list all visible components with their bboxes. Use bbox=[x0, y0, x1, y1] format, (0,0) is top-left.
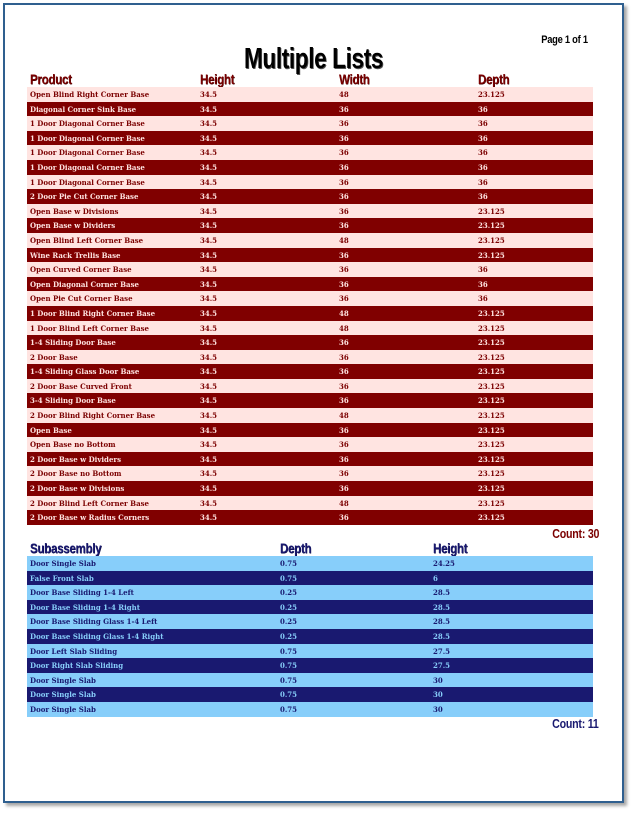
height-value: 34.5 bbox=[200, 338, 218, 348]
product-name: 1 Door Blind Right Corner Base bbox=[30, 308, 156, 318]
product-name: 2 Door Blind Right Corner Base bbox=[30, 411, 156, 421]
height-value: 30 bbox=[433, 675, 443, 685]
depth-value: 0.75 bbox=[280, 704, 298, 714]
height-value: 27.5 bbox=[433, 646, 451, 656]
product-name: Open Pie Cut Corner Base bbox=[30, 294, 133, 304]
subassembly-count: Count: 11 bbox=[552, 716, 599, 731]
table-row bbox=[27, 437, 593, 452]
width-value: 48 bbox=[339, 411, 349, 421]
table-row bbox=[27, 496, 593, 511]
product-name: Diagonal Corner Sink Base bbox=[30, 104, 137, 114]
width-value: 36 bbox=[339, 250, 349, 260]
product-name: Open Base no Bottom bbox=[30, 440, 116, 450]
height-value: 34.5 bbox=[200, 177, 218, 187]
depth-value: 23.125 bbox=[478, 381, 505, 391]
col-header-height: Height bbox=[200, 71, 235, 87]
height-value: 34.5 bbox=[200, 90, 218, 99]
height-value: 34.5 bbox=[200, 352, 218, 362]
height-value: 34.5 bbox=[200, 162, 218, 172]
width-value: 36 bbox=[339, 192, 349, 202]
table-row bbox=[27, 277, 593, 292]
depth-value: 36 bbox=[478, 265, 488, 275]
height-value: 6 bbox=[433, 573, 438, 583]
table-row bbox=[27, 687, 593, 702]
depth-value: 23.125 bbox=[478, 498, 505, 508]
depth-value: 36 bbox=[478, 119, 488, 129]
height-value: 30 bbox=[433, 704, 443, 714]
width-value: 36 bbox=[339, 352, 349, 362]
depth-value: 36 bbox=[478, 279, 488, 289]
table-row bbox=[27, 175, 593, 190]
width-value: 36 bbox=[339, 381, 349, 391]
product-list-header bbox=[27, 71, 593, 87]
subassembly-name: Door Base Sliding Glass 1-4 Right bbox=[30, 631, 164, 641]
product-name: Open Base w Dividers bbox=[30, 221, 116, 231]
product-name: Open Diagonal Corner Base bbox=[30, 279, 139, 289]
height-value: 34.5 bbox=[200, 250, 218, 260]
product-name: Open Blind Right Corner Base bbox=[30, 90, 150, 99]
height-value: 34.5 bbox=[200, 148, 218, 158]
col-header-height: Height bbox=[433, 540, 468, 556]
product-name: 2 Door Blind Left Corner Base bbox=[30, 498, 149, 508]
subassembly-name: Door Single Slab bbox=[30, 704, 96, 714]
height-value: 34.5 bbox=[200, 396, 218, 406]
height-value: 34.5 bbox=[200, 133, 218, 143]
depth-value: 23.125 bbox=[478, 454, 505, 464]
depth-value: 0.25 bbox=[280, 631, 298, 641]
height-value: 28.5 bbox=[433, 617, 451, 627]
depth-value: 23.125 bbox=[478, 308, 505, 318]
depth-value: 36 bbox=[478, 148, 488, 158]
width-value: 36 bbox=[339, 425, 349, 435]
depth-value: 23.125 bbox=[478, 425, 505, 435]
height-value: 30 bbox=[433, 690, 443, 700]
depth-value: 23.125 bbox=[478, 484, 505, 494]
height-value: 28.5 bbox=[433, 602, 451, 612]
table-row bbox=[27, 102, 593, 117]
depth-value: 0.75 bbox=[280, 573, 298, 583]
width-value: 36 bbox=[339, 338, 349, 348]
width-value: 36 bbox=[339, 396, 349, 406]
table-row bbox=[27, 291, 593, 306]
depth-value: 23.125 bbox=[478, 513, 505, 523]
height-value: 34.5 bbox=[200, 498, 218, 508]
width-value: 36 bbox=[339, 469, 349, 479]
col-header-subassembly: Subassembly bbox=[30, 540, 102, 556]
width-value: 36 bbox=[339, 294, 349, 304]
product-name: 1-4 Sliding Door Base bbox=[30, 338, 116, 348]
height-value: 34.5 bbox=[200, 484, 218, 494]
table-row bbox=[27, 702, 593, 717]
depth-value: 23.125 bbox=[478, 235, 505, 245]
table-row bbox=[27, 452, 593, 467]
height-value: 24.25 bbox=[433, 559, 455, 568]
width-value: 36 bbox=[339, 206, 349, 216]
height-value: 28.5 bbox=[433, 631, 451, 641]
depth-value: 36 bbox=[478, 104, 488, 114]
depth-value: 23.125 bbox=[478, 469, 505, 479]
table-row bbox=[27, 481, 593, 496]
height-value: 34.5 bbox=[200, 104, 218, 114]
width-value: 36 bbox=[339, 119, 349, 129]
height-value: 34.5 bbox=[200, 206, 218, 216]
depth-value: 23.125 bbox=[478, 367, 505, 377]
product-name: 2 Door Pie Cut Corner Base bbox=[30, 192, 139, 202]
height-value: 34.5 bbox=[200, 323, 218, 333]
height-value: 34.5 bbox=[200, 367, 218, 377]
width-value: 36 bbox=[339, 177, 349, 187]
width-value: 36 bbox=[339, 221, 349, 231]
table-row bbox=[27, 364, 593, 379]
depth-value: 23.125 bbox=[478, 323, 505, 333]
table-row bbox=[27, 262, 593, 277]
table-row bbox=[27, 658, 593, 673]
col-header-product: Product bbox=[30, 71, 72, 87]
depth-value: 23.125 bbox=[478, 411, 505, 421]
table-row bbox=[27, 131, 593, 146]
table-row bbox=[27, 233, 593, 248]
product-name: Open Curved Corner Base bbox=[30, 265, 132, 275]
width-value: 36 bbox=[339, 265, 349, 275]
width-value: 36 bbox=[339, 367, 349, 377]
width-value: 48 bbox=[339, 308, 349, 318]
depth-value: 0.75 bbox=[280, 646, 298, 656]
product-name: 1 Door Diagonal Corner Base bbox=[30, 119, 145, 129]
report-title: Multiple Lists bbox=[243, 43, 384, 75]
depth-value: 0.25 bbox=[280, 617, 298, 627]
table-row bbox=[27, 600, 593, 615]
depth-value: 0.75 bbox=[280, 690, 298, 700]
subassembly-name: Door Left Slab Sliding bbox=[30, 646, 118, 656]
width-value: 48 bbox=[339, 323, 349, 333]
width-value: 36 bbox=[339, 133, 349, 143]
depth-value: 36 bbox=[478, 133, 488, 143]
product-name: 1-4 Sliding Glass Door Base bbox=[30, 367, 140, 377]
width-value: 48 bbox=[339, 90, 349, 99]
depth-value: 23.125 bbox=[478, 90, 505, 99]
width-value: 36 bbox=[339, 440, 349, 450]
depth-value: 0.75 bbox=[280, 559, 298, 568]
width-value: 36 bbox=[339, 148, 349, 158]
table-row bbox=[27, 321, 593, 336]
table-row bbox=[27, 408, 593, 423]
height-value: 34.5 bbox=[200, 308, 218, 318]
product-name: 1 Door Diagonal Corner Base bbox=[30, 148, 145, 158]
depth-value: 23.125 bbox=[478, 221, 505, 231]
product-name: 1 Door Diagonal Corner Base bbox=[30, 133, 145, 143]
height-value: 34.5 bbox=[200, 454, 218, 464]
product-name: 2 Door Base w Radius Corners bbox=[30, 513, 150, 523]
product-name: 1 Door Diagonal Corner Base bbox=[30, 177, 145, 187]
table-row bbox=[27, 629, 593, 644]
subassembly-name: Door Single Slab bbox=[30, 675, 96, 685]
width-value: 36 bbox=[339, 484, 349, 494]
col-header-depth: Depth bbox=[478, 71, 510, 87]
height-value: 34.5 bbox=[200, 425, 218, 435]
subassembly-name: Door Base Sliding 1-4 Left bbox=[30, 588, 134, 598]
subassembly-list-header bbox=[27, 540, 593, 556]
subassembly-name: Door Base Sliding 1-4 Right bbox=[30, 602, 140, 612]
table-row bbox=[27, 556, 593, 571]
width-value: 48 bbox=[339, 235, 349, 245]
depth-value: 23.125 bbox=[478, 206, 505, 216]
depth-value: 0.25 bbox=[280, 588, 298, 598]
product-rows bbox=[27, 87, 593, 525]
table-row bbox=[27, 145, 593, 160]
table-row bbox=[27, 379, 593, 394]
height-value: 34.5 bbox=[200, 469, 218, 479]
depth-value: 23.125 bbox=[478, 352, 505, 362]
height-value: 27.5 bbox=[433, 661, 451, 671]
table-row bbox=[27, 116, 593, 131]
width-value: 36 bbox=[339, 279, 349, 289]
product-name: Open Base w Divisions bbox=[30, 206, 119, 216]
table-row bbox=[27, 87, 593, 102]
height-value: 28.5 bbox=[433, 588, 451, 598]
width-value: 36 bbox=[339, 513, 349, 523]
depth-value: 36 bbox=[478, 192, 488, 202]
table-row bbox=[27, 335, 593, 350]
subassembly-name: Door Base Sliding Glass 1-4 Left bbox=[30, 617, 158, 627]
table-row bbox=[27, 585, 593, 600]
height-value: 34.5 bbox=[200, 381, 218, 391]
subassembly-name: Door Single Slab bbox=[30, 559, 96, 568]
height-value: 34.5 bbox=[200, 235, 218, 245]
width-value: 36 bbox=[339, 104, 349, 114]
product-name: 2 Door Base w Divisions bbox=[30, 484, 125, 494]
table-row bbox=[27, 204, 593, 219]
table-row bbox=[27, 218, 593, 233]
subassembly-name: Door Right Slab Sliding bbox=[30, 661, 124, 671]
depth-value: 36 bbox=[478, 294, 488, 304]
depth-value: 23.125 bbox=[478, 396, 505, 406]
subassembly-name: Door Single Slab bbox=[30, 690, 96, 700]
depth-value: 23.125 bbox=[478, 338, 505, 348]
product-name: Open Base bbox=[30, 425, 72, 435]
height-value: 34.5 bbox=[200, 411, 218, 421]
subassembly-name: False Front Slab bbox=[30, 573, 94, 583]
depth-value: 36 bbox=[478, 162, 488, 172]
height-value: 34.5 bbox=[200, 119, 218, 129]
table-row bbox=[27, 510, 593, 525]
depth-value: 36 bbox=[478, 177, 488, 187]
table-row bbox=[27, 306, 593, 321]
product-list bbox=[27, 71, 593, 525]
table-row bbox=[27, 466, 593, 481]
product-name: 2 Door Base w Dividers bbox=[30, 454, 122, 464]
table-row bbox=[27, 423, 593, 438]
table-row bbox=[27, 248, 593, 263]
table-row bbox=[27, 189, 593, 204]
col-header-width: Width bbox=[339, 71, 370, 87]
product-name: Wine Rack Trellis Base bbox=[30, 250, 121, 260]
table-row bbox=[27, 571, 593, 586]
width-value: 36 bbox=[339, 162, 349, 172]
table-row bbox=[27, 614, 593, 629]
subassembly-list bbox=[27, 540, 593, 717]
subassembly-rows bbox=[27, 556, 593, 717]
height-value: 34.5 bbox=[200, 279, 218, 289]
col-header-depth: Depth bbox=[280, 540, 312, 556]
product-name: 1 Door Blind Left Corner Base bbox=[30, 323, 149, 333]
product-name: 2 Door Base no Bottom bbox=[30, 469, 122, 479]
product-name: 3-4 Sliding Door Base bbox=[30, 396, 116, 406]
height-value: 34.5 bbox=[200, 294, 218, 304]
table-row bbox=[27, 673, 593, 688]
width-value: 36 bbox=[339, 454, 349, 464]
product-name: 2 Door Base bbox=[30, 352, 78, 362]
table-row bbox=[27, 350, 593, 365]
depth-value: 0.75 bbox=[280, 661, 298, 671]
height-value: 34.5 bbox=[200, 513, 218, 523]
table-row bbox=[27, 393, 593, 408]
width-value: 48 bbox=[339, 498, 349, 508]
table-row bbox=[27, 644, 593, 659]
product-name: 2 Door Base Curved Front bbox=[30, 381, 132, 391]
table-row bbox=[27, 160, 593, 175]
depth-value: 23.125 bbox=[478, 250, 505, 260]
product-name: 1 Door Diagonal Corner Base bbox=[30, 162, 145, 172]
depth-value: 0.75 bbox=[280, 675, 298, 685]
depth-value: 0.25 bbox=[280, 602, 298, 612]
product-count: Count: 30 bbox=[552, 526, 599, 541]
height-value: 34.5 bbox=[200, 440, 218, 450]
height-value: 34.5 bbox=[200, 265, 218, 275]
page-number: Page 1 of 1 bbox=[541, 34, 588, 46]
product-name: Open Blind Left Corner Base bbox=[30, 235, 144, 245]
height-value: 34.5 bbox=[200, 221, 218, 231]
height-value: 34.5 bbox=[200, 192, 218, 202]
depth-value: 23.125 bbox=[478, 440, 505, 450]
